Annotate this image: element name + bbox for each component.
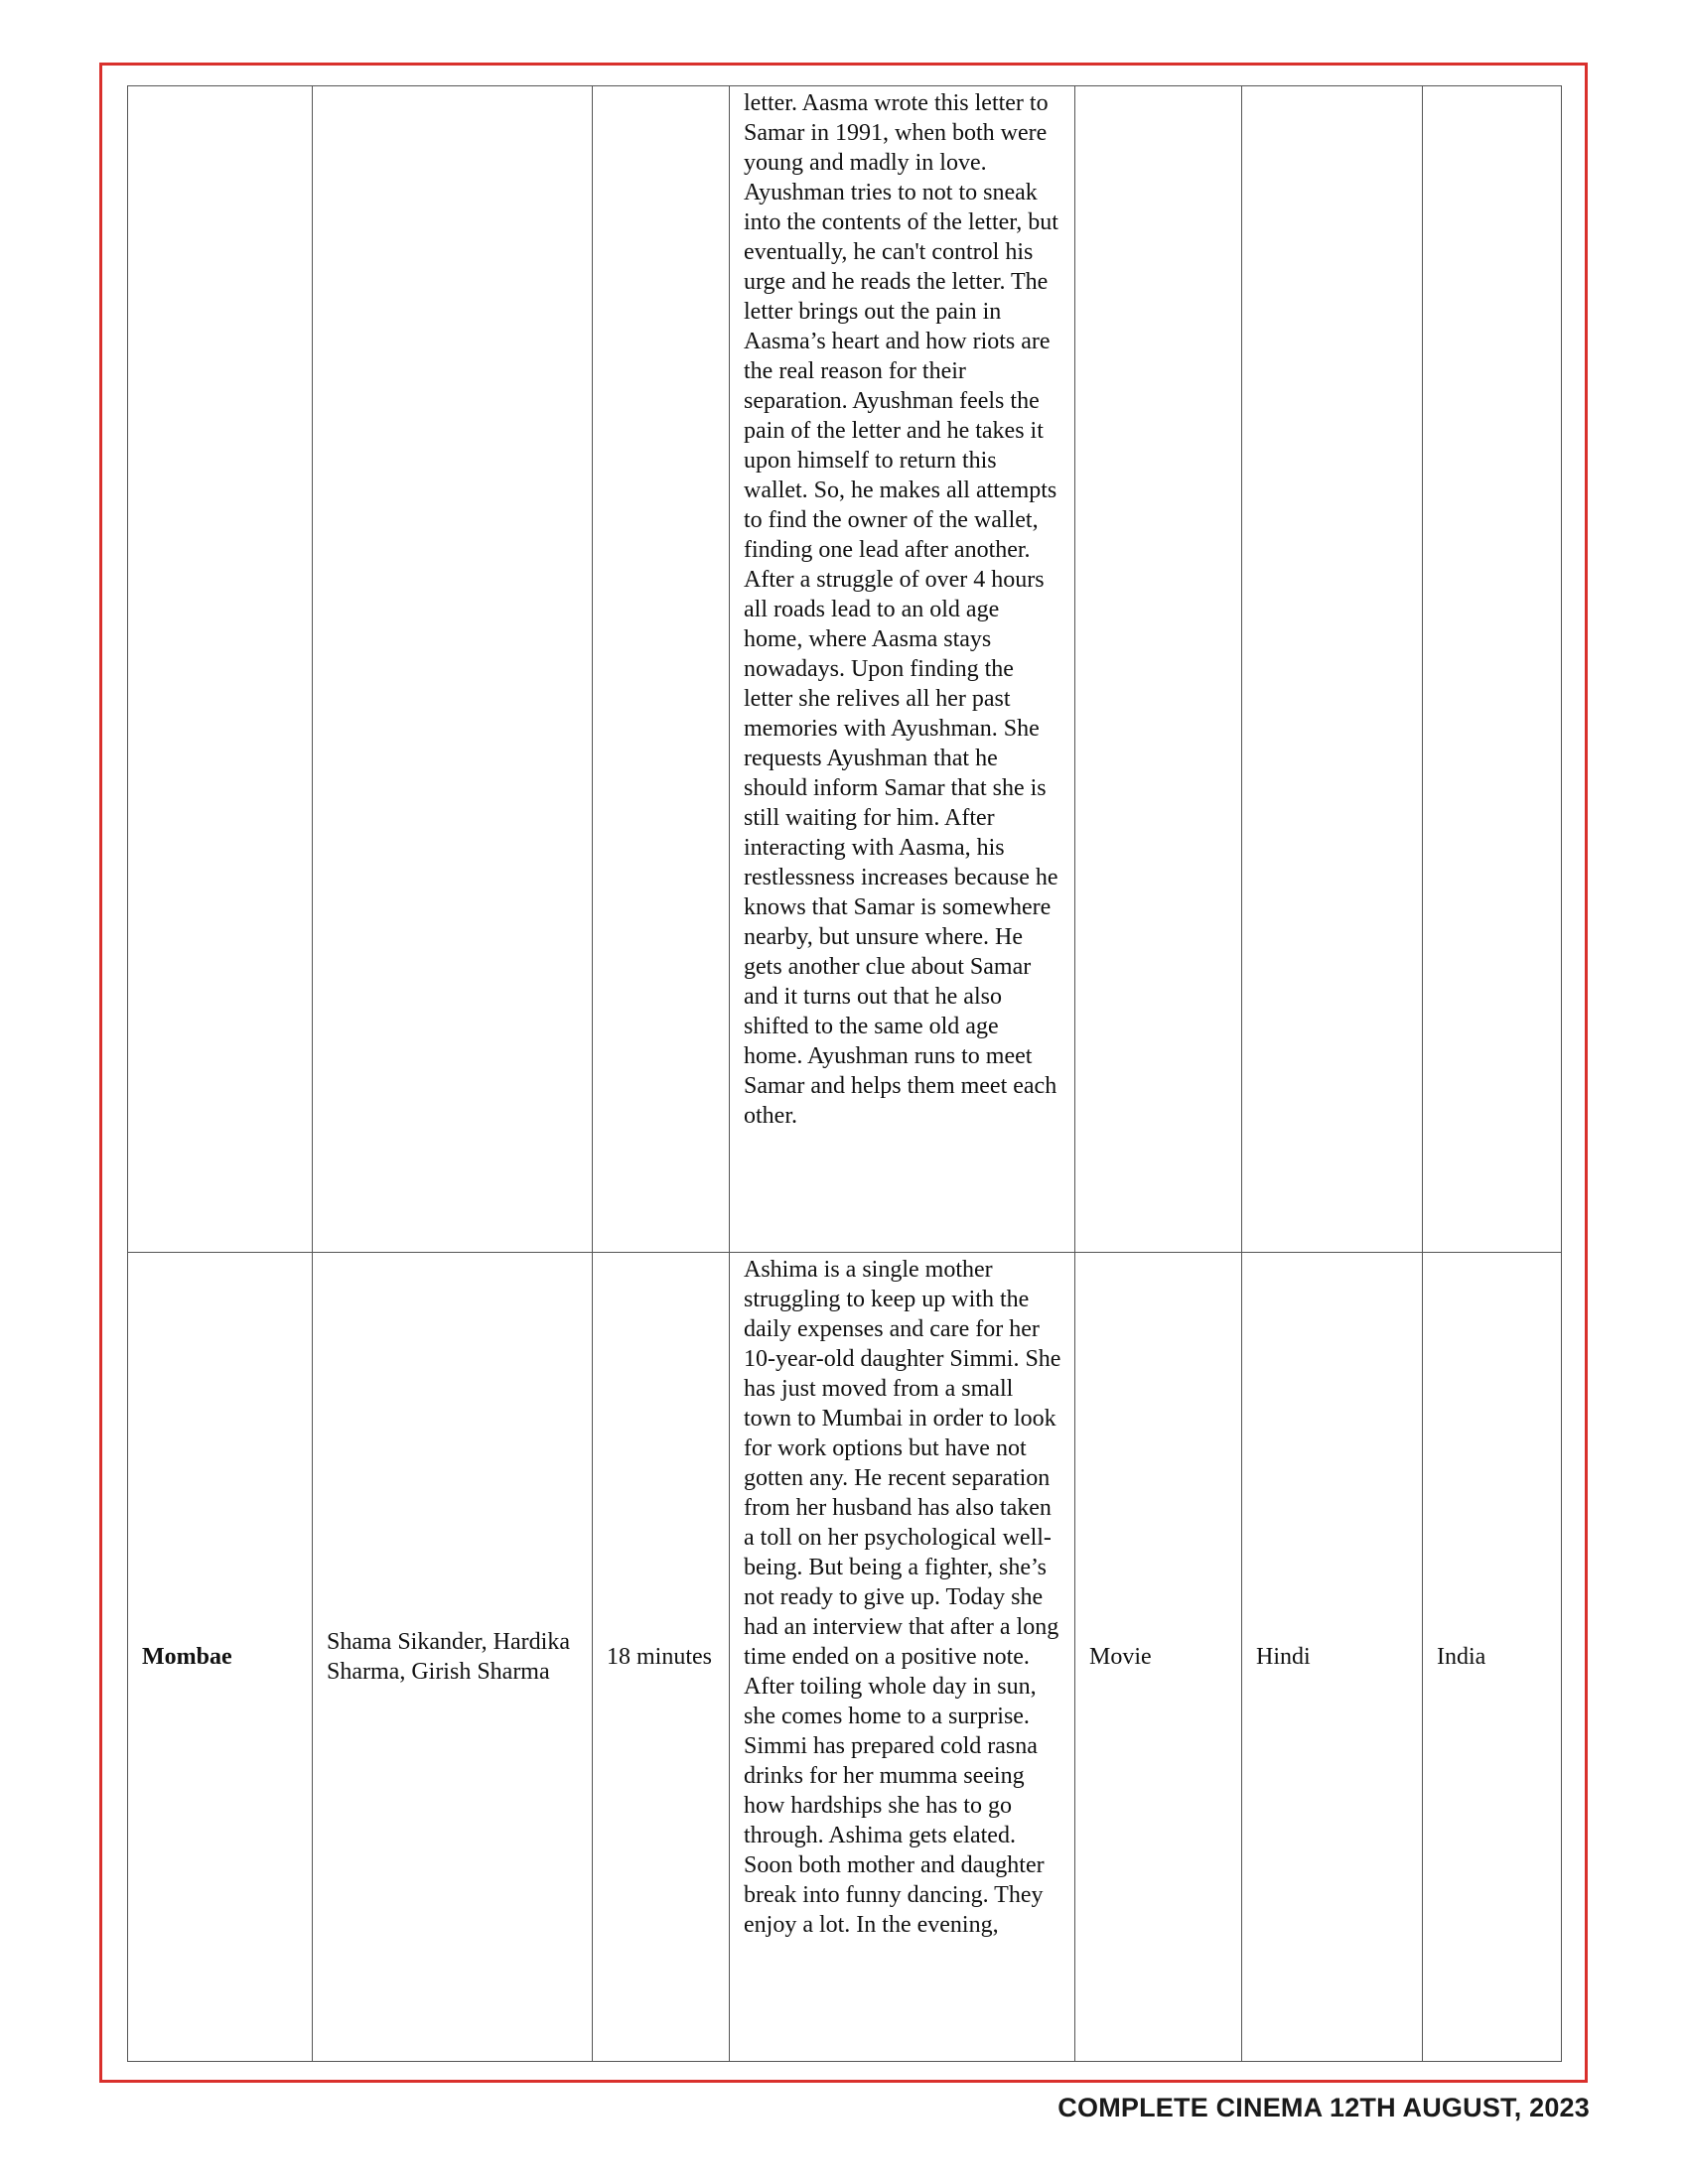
film-format-cell: Movie bbox=[1075, 1253, 1242, 2062]
film-duration-cell: 18 minutes bbox=[593, 1253, 730, 2062]
film-title-cell bbox=[128, 86, 313, 1253]
table-row bbox=[128, 1253, 1562, 2062]
table-row bbox=[128, 86, 1562, 1253]
film-synopsis-cell: Ashima is a single mother struggling to keep up with the daily expenses and care for her 10-year-old daughter Simmi. She has just moved from a small town to Mumbai in order to look for work options but have not gotten any. He recent separation from her husband has also taken a toll on her psychological well-being. But being a fighter, she’s not ready to give up. Today she had an interview that after a long time ended on a positive note. After toiling whole day in sun, she comes home to a surprise. Simmi has prepared cold rasna drinks for her mumma seeing how hardships she has to go through. Ashima gets elated. Soon both mother and daughter break into funny dancing. They enjoy a lot. In the evening, bbox=[730, 1253, 1075, 2062]
film-cast-cell bbox=[313, 86, 593, 1253]
film-listing-table bbox=[127, 85, 1562, 2062]
film-language-cell bbox=[1242, 86, 1423, 1253]
page-footer: COMPLETE CINEMA 12TH AUGUST, 2023 bbox=[1057, 2093, 1590, 2122]
film-format-cell bbox=[1075, 86, 1242, 1253]
film-country-cell: India bbox=[1423, 1253, 1562, 2062]
film-cast-cell: Shama Sikander, Hardika Sharma, Girish Sharma bbox=[313, 1253, 593, 2062]
film-language-cell: Hindi bbox=[1242, 1253, 1423, 2062]
film-title-cell: Mombae bbox=[128, 1253, 313, 2062]
film-country-cell bbox=[1423, 86, 1562, 1253]
film-duration-cell bbox=[593, 86, 730, 1253]
film-synopsis-cell: letter. Aasma wrote this letter to Samar in 1991, when both were young and madly in love. Ayushman tries to not to sneak into the contents of the letter, but eventually, he can't control his urge and he reads the letter. The letter brings out the pain in Aasma’s heart and how riots are the real reason for their separation. Ayushman feels the pain of the letter and he takes it upon himself to return this wallet. So, he makes all attempts to find the owner of the wallet, finding one lead after another. After a struggle of over 4 hours all roads lead to an old age home, where Aasma stays nowadays. Upon finding the letter she relives all her past memories with Ayushman. She requests Ayushman that he should inform Samar that she is still waiting for him. After interacting with Aasma, his restlessness increases because he knows that Samar is somewhere nearby, but unsure where. He gets another clue about Samar and it turns out that he also shifted to the same old age home. Ayushman runs to meet Samar and helps them meet each other. bbox=[730, 86, 1075, 1253]
